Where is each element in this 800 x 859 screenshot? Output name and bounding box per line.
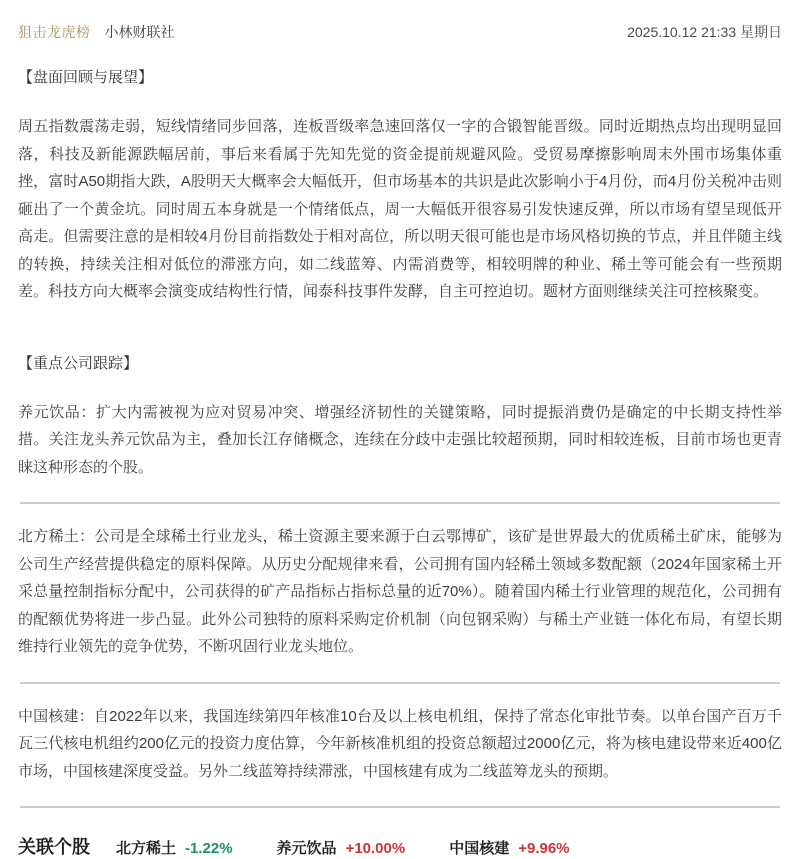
stock-change: +9.96% — [518, 840, 570, 857]
header-left — [18, 22, 175, 42]
company-paragraph-zhongguohejian: 中国核建：自2022年以来，我国连续第四年核准10台及以上核电机组，保持了常态化审批节奏。以单台国产百万千瓦三代核电机组约200亿元的投资力度估算，今年新核准机组的投资总额超过2000亿元，将为核电建设带来近400亿市场，中国核建深度受益。另外二线蓝筹持续滞涨，中国核建有成为二线蓝筹龙头的预期。 — [18, 707, 782, 780]
related-stocks-label: 关联个股 — [18, 837, 90, 857]
stock-item-yangyuan[interactable] — [277, 837, 406, 858]
company-paragraph-beifangxitu: 北方稀土：公司是全球稀土行业龙头，稀土资源主要来源于白云鄂博矿，该矿是世界最大的优质稀土矿床，能够为公司生产经营提供稳定的原料保障。从历史分配规律来看，公司拥有国内轻稀土领域多数配额（2024年国家稀土开采总量控制指标分配中，公司获得的矿产品指标占指标总量的近70%）。随着国内稀土行业管理的规范化，公司拥有的配额优势将进一步凸显。此外公司独特的原料采购定价机制（向包钢采购）与稀土产业链一体化布局，有望长期维持行业领先的竞争优势，不断巩固行业龙头地位。 — [18, 528, 782, 655]
article-header — [18, 22, 782, 42]
brand-name: 狙击龙虎榜 — [18, 24, 91, 40]
divider — [20, 682, 780, 684]
source-name: 小林财联社 — [104, 24, 175, 40]
stock-name: 北方稀土 — [116, 840, 177, 857]
stock-item-beifangxitu[interactable] — [116, 837, 233, 858]
stock-change: +10.00% — [345, 840, 406, 857]
divider — [20, 502, 780, 504]
divider — [20, 806, 780, 808]
stock-name: 中国核建 — [449, 840, 510, 857]
related-stocks-row — [18, 833, 782, 859]
stock-item-zhongguohejian[interactable] — [449, 837, 569, 858]
market-review-paragraph: 周五指数震荡走弱，短线情绪同步回落，连板晋级率急速回落仅一字的合锻智能晋级。同时近期热点均出现明显回落，科技及新能源跌幅居前，事后来看属于先知先觉的资金提前规避风险。受贸易摩擦影响周末外围市场集体重挫，富时A50期指大跌，A股明天大概率会大幅低开，但市场基本的共识是此次影响小于4月份，而4月份关税冲击则砸出了一个黄金坑。同时周五本身就是一个情绪低点，周一大幅低开很容易引发快速反弹，所以市场有望呈现低开高走。但需要注意的是相较4月份目前指数处于相对高位，所以明天很可能也是市场风格切换的节点，并且伴随主线的转换，持续关注相对低位的滞涨方向，如二线蓝筹、内需消费等，相较明牌的种业、稀土等可能会有一些预期差。科技方向大概率会演变成结构性行情，闻泰科技事件发酵，自主可控迫切。题材方面则继续关注可控核聚变。 — [18, 118, 782, 300]
stock-change: -1.22% — [185, 840, 233, 857]
section-heading-market-review: 【盘面回顾与展望】 — [18, 69, 154, 86]
section-heading-company-tracking: 【重点公司跟踪】 — [18, 354, 139, 372]
stock-name: 养元饮品 — [276, 840, 337, 857]
publish-datetime: 2025.10.12 21:33 星期日 — [627, 24, 782, 40]
company-paragraph-yangyuan: 养元饮品：扩大内需被视为应对贸易冲突、增强经济韧性的关键策略，同时提振消费仍是确定的中长期支持性举措。关注龙头养元饮品为主，叠加长江存储概念，连续在分歧中走强比较超预期，同时相较连板，目前市场也更青睐这种形态的个股。 — [18, 403, 782, 476]
